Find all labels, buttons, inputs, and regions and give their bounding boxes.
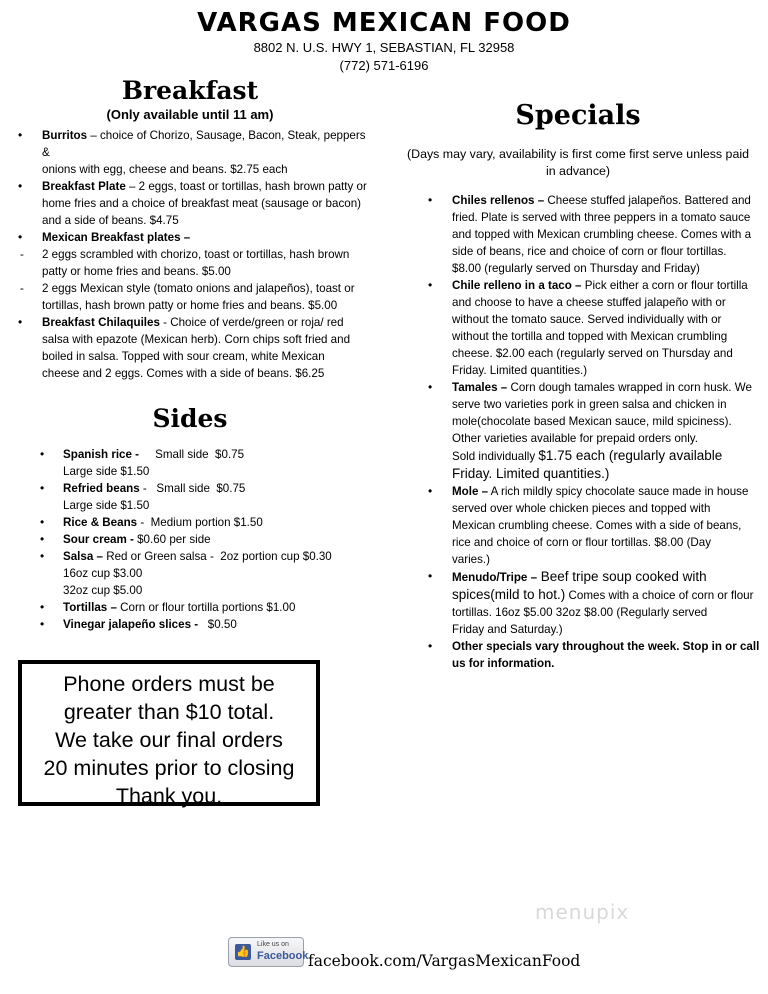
sides-list	[40, 446, 360, 633]
bullet-icon: •	[40, 515, 45, 529]
fb-name-label: Facebook	[257, 950, 309, 962]
list-item: • Burritos – choice of Chorizo, Sausage, Bacon, Steak, peppers & onions with egg, cheese and beans. $2.75 each	[18, 128, 366, 176]
list-item: Large side $1.50	[63, 465, 150, 478]
list-item: • Breakfast Chilaquiles - Choice of verde/green or roja/ red salsa with epazote (Mexican herb). Corn chips soft fried and boiled in salsa. Topped with sour cream, white Mexican cheese and 2 eggs. Comes with a side of beans. $6.25	[18, 315, 351, 380]
list-item: • Vinegar jalapeño slices - $0.50	[40, 617, 237, 631]
restaurant-title: VARGAS MEXICAN FOOD	[197, 8, 571, 38]
list-item: 16oz cup $3.00	[63, 567, 143, 580]
list-item: 32oz cup $5.00	[63, 584, 143, 597]
bullet-icon: •	[428, 278, 433, 292]
bullet-icon: •	[428, 193, 433, 207]
list-item: • Breakfast Plate – 2 eggs, toast or tortillas, hash brown patty or home fries and a choice of breakfast meat (sausage or bacon) and a side of beans. $4.75	[18, 179, 367, 227]
list-item: • Menudo/Tripe – Beef tripe soup cooked with spices(mild to hot.) Comes with a choice of corn or flour tortillas. 16oz $5.00 32oz $8.00 (Regularly served Friday and Saturday.)	[428, 569, 754, 636]
list-item: • Tortillas – Corn or flour tortilla portions $1.00	[40, 600, 296, 614]
bullet-icon: •	[40, 532, 45, 546]
specials-note: (Days may vary, availability is first come first serve unless paid in advance)	[407, 147, 749, 178]
bullet-icon: •	[428, 569, 433, 583]
list-item: • Sour cream - $0.60 per side	[40, 532, 211, 546]
menupix-watermark: menupix	[535, 900, 630, 924]
list-item: • Mole – A rich mildly spicy chocolate sauce made in house served over whole chicken pieces and topped with Mexican crumbling cheese. Comes with a side of beans, rice and choice of corn or flour tortillas. $8.00 (Day varies.)	[428, 484, 749, 566]
bullet-icon: •	[18, 128, 23, 142]
list-item: • Salsa – Red or Green salsa - 2oz portion cup $0.30	[40, 549, 332, 563]
sides-heading: Sides	[152, 404, 228, 433]
list-item: • Refried beans - Small side $0.75	[40, 481, 246, 495]
breakfast-note: (Only available until 11 am)	[106, 107, 274, 122]
bullet-icon: •	[40, 447, 45, 461]
bullet-icon: •	[40, 617, 45, 631]
facebook-like-badge[interactable]	[228, 937, 309, 967]
bullet-icon: •	[18, 230, 23, 244]
list-item: - 2 eggs scrambled with chorizo, toast or tortillas, hash brown patty or home fries and beans. $5.00	[20, 248, 350, 278]
bullet-icon: •	[428, 380, 433, 394]
list-item: • Spanish rice - Small side $0.75	[40, 447, 245, 461]
bullet-icon: •	[428, 639, 433, 653]
list-item: • Other specials vary throughout the week. Stop in or call us for information.	[428, 639, 760, 670]
fb-small-label: Like us on	[257, 941, 289, 948]
facebook-url[interactable]: facebook.com/VargasMexicanFood	[308, 952, 581, 970]
specials-heading: Specials	[515, 100, 641, 131]
specials-list	[428, 192, 760, 672]
dash-icon: -	[20, 282, 24, 295]
list-item: • Chiles rellenos – Cheese stuffed jalapeños. Battered and fried. Plate is served with three peppers in a tomato sauce and topped with Mexican crumbling cheese. Comes with a side of beans, rice and choice of corn or flour tortillas. $8.00 (regularly served on Thursday and Friday)	[428, 193, 752, 275]
list-item: • Rice & Beans - Medium portion $1.50	[40, 515, 263, 529]
bullet-icon: •	[428, 484, 433, 498]
dash-icon: -	[20, 248, 24, 261]
breakfast-list	[18, 127, 368, 382]
address: 8802 N. U.S. HWY 1, SEBASTIAN, FL 32958	[253, 40, 515, 55]
list-item: • Mexican Breakfast plates –	[18, 230, 191, 244]
list-item: Large side $1.50	[63, 499, 150, 512]
bullet-icon: •	[40, 549, 45, 563]
list-item: - 2 eggs Mexican style (tomato onions and jalapeños), toast or tortillas, hash brown patty or home fries and beans. $5.00	[20, 282, 355, 312]
bullet-icon: •	[18, 315, 23, 329]
bullet-icon: •	[40, 481, 45, 495]
breakfast-heading: Breakfast	[121, 76, 259, 105]
list-item: • Chile relleno in a taco – Pick either a corn or flour tortilla and choose to have a cheese stuffed jalapeño with or without the tomato sauce. Served individually with or without the tortilla and topped with Mexican crumbling cheese. $2.00 each (regularly served on Thursday and Friday. Limited quantities.)	[428, 278, 748, 377]
thumbs-up-icon: 👍	[236, 946, 250, 958]
phone: (772) 571-6196	[339, 58, 429, 73]
phone-order-notice: Phone orders must be greater than $10 total. We take our final orders 20 minutes prior to closing Thank you.	[18, 660, 320, 806]
list-item: • Tamales – Corn dough tamales wrapped in corn husk. We serve two varieties pork in green salsa and chicken in mole(chocolate based Mexican sauce, mild spiciness). Other varieties available for prepaid orders only. Sold individually $1.75 each (regularly available Friday. Limited quantities.)	[428, 380, 752, 481]
bullet-icon: •	[40, 600, 45, 614]
bullet-icon: •	[18, 179, 23, 193]
